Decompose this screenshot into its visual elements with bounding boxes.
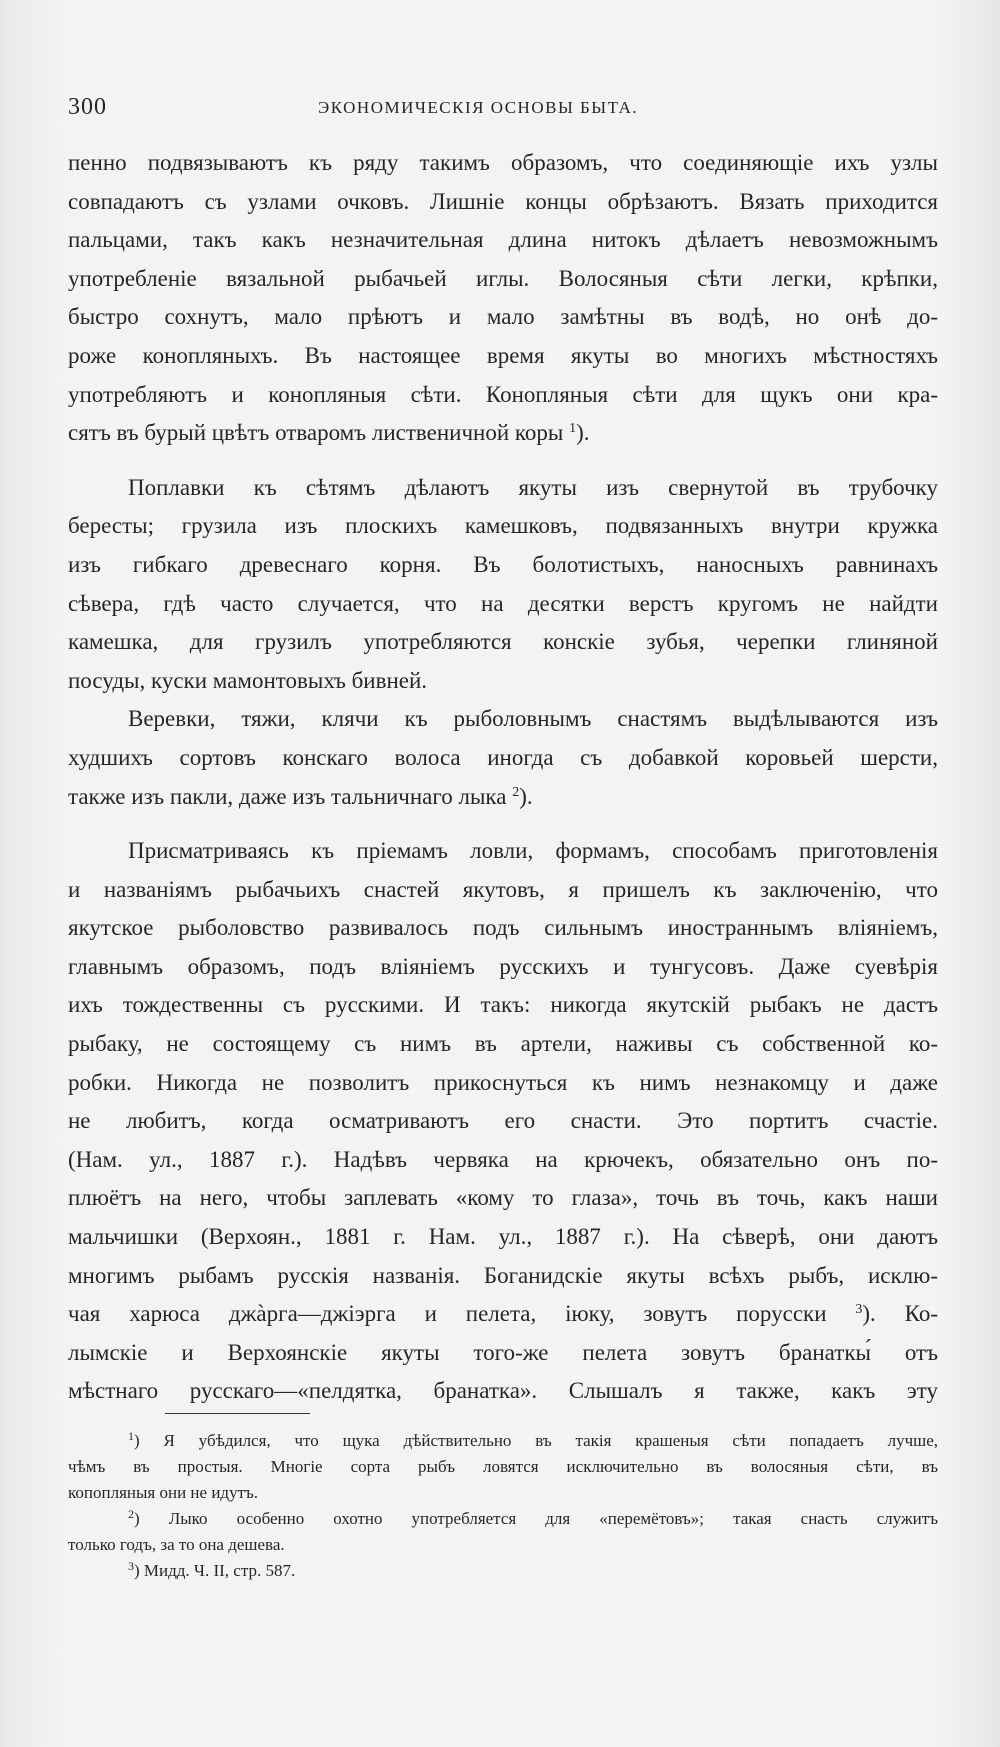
paragraph-1 xyxy=(68,144,938,453)
footnote-line xyxy=(68,1506,938,1532)
text-line: худшихъ сортовъ конскаго волоса иногда съ добавкой коровьей шерсти, xyxy=(68,744,938,770)
text-line: бересты; грузила изъ плоскихъ камешковъ, подвязанныхъ внутри кружка xyxy=(68,513,938,539)
footnote-ref: 2 xyxy=(512,784,520,800)
text-line: (Нам. ул., 1887 г.). Надѣвъ червяка на крючекъ, обязательно онъ по- xyxy=(68,1146,938,1172)
text-line: пальцами, такъ какъ незначительная длина нитокъ дѣлаетъ невозможнымъ xyxy=(68,227,938,253)
text-line: Поплавки къ сѣтямъ дѣлаютъ якуты изъ свернутой въ трубочку xyxy=(128,474,938,500)
running-head: ЭКОНОМИЧЕСКІЯ ОСНОВЫ БЫТА. xyxy=(318,98,639,117)
text-line: роже конопляныхъ. Въ настоящее время якуты во многихъ мѣстностяхъ xyxy=(68,342,938,368)
text-line: употребленіе вязальной рыбачьей иглы. Волосяныя сѣти легки, крѣпки, xyxy=(68,265,938,291)
text-line: Присматриваясь къ пріемамъ ловли, формамъ, способамъ приготовленія xyxy=(128,838,938,864)
text-line: сѣвера, гдѣ часто случается, что на десятки верстъ кругомъ не найдти xyxy=(68,590,938,616)
paragraph-2 xyxy=(68,469,938,701)
text-line: совпадаютъ съ узлами очковъ. Лишніе концы обрѣзаютъ. Вязать приходится xyxy=(68,188,938,214)
text-line: камешка, для грузилъ употребляются конскіе зубья, черепки глиняной xyxy=(68,629,938,655)
text-line-end: ). xyxy=(519,783,533,809)
footnotes xyxy=(68,1428,938,1584)
text-line: ихъ тождественны съ русскими. И такъ: никогда якутскій рыбакъ не дастъ xyxy=(68,992,938,1018)
text-line: Веревки, тяжи, клячи къ рыболовнымъ снастямъ выдѣлываются изъ xyxy=(128,706,938,732)
text-line: пенно подвязываютъ къ ряду такимъ образомъ, что соединяющіе ихъ узлы xyxy=(68,150,938,175)
paragraph-3 xyxy=(68,700,938,816)
text-line: робки. Никогда не позволитъ прикоснуться къ нимъ незнакомцу и даже xyxy=(68,1069,938,1095)
footnote-1 xyxy=(68,1428,938,1506)
footnote-3 xyxy=(68,1558,938,1584)
footnote-line xyxy=(68,1428,938,1454)
text-line: многимъ рыбамъ русскія названія. Боганидскіе якуты всѣхъ рыбъ, исклю- xyxy=(68,1262,938,1288)
footnote-divider xyxy=(165,1413,310,1414)
text-line: и названіямъ рыбачьихъ снастей якутовъ, я пришелъ къ заключенію, что xyxy=(68,876,938,902)
text-line-end: ). xyxy=(576,420,590,446)
text-line: лымскіе и Верхоянскіе якуты того-же пелета зовутъ бранаткы́ отъ xyxy=(68,1339,938,1365)
text-line-content: сятъ въ бурый цвѣтъ отваромъ лиственичной коры xyxy=(68,420,564,446)
text-line: быстро сохнутъ, мало прѣютъ и мало замѣтны въ водѣ, но онѣ до- xyxy=(68,304,938,330)
text-line: якутское рыболовство развивалось подъ сильнымъ иностраннымъ вліяніемъ, xyxy=(68,915,938,941)
text-line: не любитъ, когда осматриваютъ его снасти. Это портитъ счастіе. xyxy=(68,1108,938,1134)
footnote-text: ) Я убѣдился, что щука дѣйствительно въ такія крашеныя сѣти попадаетъ лучше, xyxy=(134,1431,938,1450)
text-line: мальчишки (Верхоян., 1881 г. Нам. ул., 1887 г.). На сѣверѣ, они даютъ xyxy=(68,1224,938,1250)
footnote-mark: 2 xyxy=(128,1507,134,1521)
page-header xyxy=(68,88,938,128)
text-line xyxy=(68,414,938,453)
footnote-2 xyxy=(68,1506,938,1558)
text-line-end: ). Ко- xyxy=(862,1301,938,1327)
footnote-ref: 1 xyxy=(569,421,577,437)
footnote-line: чѣмъ въ простыя. Многіе сорта рыбъ ловятся исключительно въ волосяныя сѣти, въ xyxy=(68,1457,938,1476)
text-line: посуды, куски мамонтовыхъ бивней. xyxy=(68,667,428,693)
text-line: главнымъ образомъ, подъ вліяніемъ русскихъ и тунгусовъ. Даже суевѣрія xyxy=(68,953,938,979)
text-line: рыбаку, не состоящему съ нимъ въ артели, наживы съ собственной ко- xyxy=(68,1031,938,1057)
body-text xyxy=(68,144,938,1411)
footnote-line xyxy=(68,1558,938,1584)
footnote-line: только годъ, за то она дешева. xyxy=(68,1535,285,1554)
footnote-line: копопляныя они не идутъ. xyxy=(68,1483,259,1502)
text-line-content: также изъ пакли, даже изъ тальничнаго лыка xyxy=(68,783,507,809)
footnote-text: ) Мидд. Ч. II, стр. 587. xyxy=(134,1561,296,1580)
footnote-mark: 1 xyxy=(128,1429,134,1443)
footnote-ref: 3 xyxy=(855,1302,863,1318)
text-line xyxy=(68,1295,938,1334)
text-line: изъ гибкаго древеснаго корня. Въ болотистыхъ, наносныхъ равнинахъ xyxy=(68,551,938,577)
text-line: употребляютъ и конопляныя сѣти. Конопляныя сѣти для щукъ они кра- xyxy=(68,381,938,407)
footnote-mark: 3 xyxy=(128,1559,134,1573)
text-line: плюётъ на него, чтобы заплевать «кому то глаза», точь въ точь, какъ наши xyxy=(68,1185,938,1211)
paragraph-4 xyxy=(68,832,938,1411)
footnote-text: ) Лыко особенно охотно употребляется для «перемётовъ»; такая снасть служитъ xyxy=(134,1509,938,1528)
text-line xyxy=(68,778,938,817)
page-number: 300 xyxy=(68,94,107,120)
text-line-content: чая харюса джàрга—джіэрга и пелета, іюку, зовутъ порусски xyxy=(68,1301,827,1327)
text-line: мѣстнаго русскаго—«пелдятка, бранатка». Слышалъ я также, какъ эту xyxy=(68,1378,938,1404)
